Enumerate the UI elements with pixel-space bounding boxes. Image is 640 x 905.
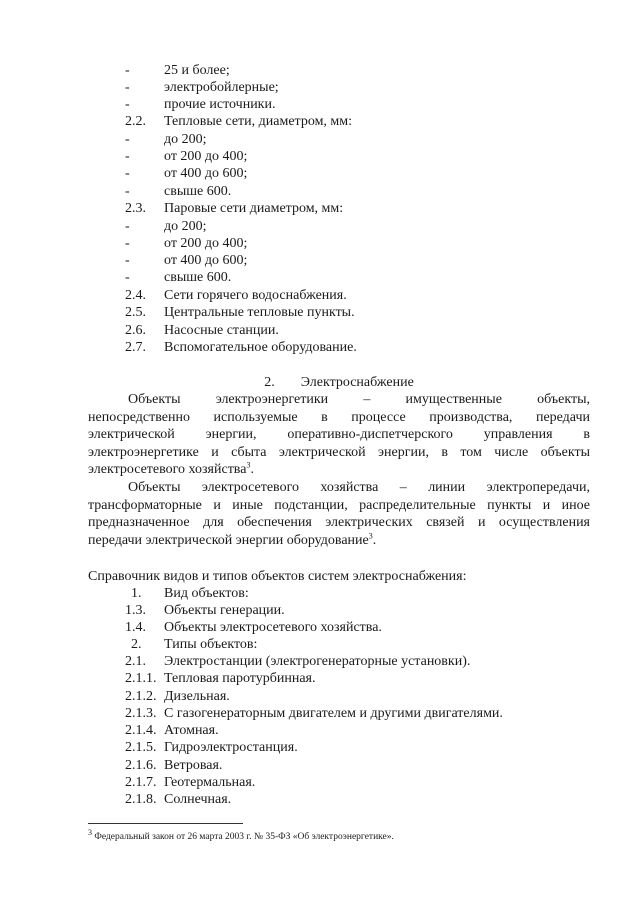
footnote-reference[interactable]: 3 [246, 460, 251, 470]
list-marker: 2.1.4. [125, 723, 157, 738]
list-marker: - [125, 236, 130, 251]
list-item-text: Тепловая паротурбинная. [164, 671, 316, 686]
list-marker: 2.3. [125, 201, 146, 216]
list-item-text: Электростанции (электрогенераторные установки). [164, 654, 471, 669]
paragraph-line: предназначенное для обеспечения электрических связей и осуществления [88, 515, 590, 530]
list-item-text: свыше 600. [164, 184, 232, 199]
list-item-text: свыше 600. [164, 270, 232, 285]
footnote-reference[interactable]: 3 [368, 530, 373, 540]
list-item-text: электробойлерные; [164, 80, 279, 95]
paragraph-line [88, 461, 590, 479]
list-item-text: 25 и более; [164, 63, 230, 78]
section-number: 2. [264, 375, 275, 390]
list-marker: 2.1. [125, 654, 146, 669]
footnote-mark: 3 [88, 827, 92, 837]
list-marker: 2.4. [125, 288, 146, 303]
list-item-text: от 200 до 400; [164, 149, 248, 164]
list-marker: - [125, 80, 130, 95]
list-item-text: Дизельная. [164, 689, 230, 704]
list-marker: - [125, 270, 130, 285]
list-marker: 2.1.2. [125, 689, 157, 704]
list-marker: - [125, 219, 130, 234]
paragraph-line: электроэнергетике и сбыта электрической энергии, в том числе объекты [88, 444, 590, 460]
paragraph-definition-grid-objects [88, 479, 590, 549]
paragraph-line: электрической энергии, оперативно-диспетчерского управления в [88, 427, 590, 442]
list-item-text: Центральные тепловые пункты. [164, 305, 355, 320]
list-item-text: до 200; [164, 132, 207, 147]
list-marker: 2. [131, 637, 142, 652]
paragraph-line: непосредственно используемые в процессе производства, передачи [88, 409, 590, 425]
list-marker: 2.1.8. [125, 792, 157, 807]
paragraph-line-text: передачи электрической энергии оборудование [88, 532, 369, 548]
list-marker: 2.1.7. [125, 775, 157, 790]
list-marker: 2.2. [125, 114, 146, 129]
list-marker: 2.5. [125, 305, 146, 320]
list-item-text: Вспомогательное оборудование. [164, 340, 357, 355]
footnote-divider [88, 823, 243, 824]
list-marker: 2.6. [125, 323, 146, 338]
list-marker: 2.1.1. [125, 671, 157, 686]
list-marker: - [125, 132, 130, 147]
list-item-text: Насосные станции. [164, 323, 279, 338]
list-item-text: Тепловые сети, диаметром, мм: [164, 114, 353, 129]
list-item-text: прочие источники. [164, 97, 276, 112]
list-item-text: Объекты генерации. [164, 603, 285, 618]
paragraph-line: Объекты электроэнергетики – имущественные объекты, [128, 392, 590, 407]
paragraph-line: трансформаторные и иные подстанции, распределительные пункты и иное [88, 497, 590, 513]
section-heading [88, 374, 590, 391]
list-marker: 1.3. [125, 603, 146, 618]
directory-title: Справочник видов и типов объектов систем электроснабжения: [88, 569, 467, 584]
list-item-text: Атомная. [164, 723, 219, 738]
list-marker: 2.7. [125, 340, 146, 355]
list-marker: 2.1.5. [125, 740, 157, 755]
list-item-text: от 200 до 400; [164, 236, 248, 251]
list-item-text: до 200; [164, 219, 207, 234]
footnote [88, 827, 394, 843]
list-marker: - [125, 184, 130, 199]
list-item-text: Типы объектов: [164, 637, 258, 652]
list-item-text: Ветровая. [164, 758, 223, 773]
list-item-text: Солнечная. [164, 792, 232, 807]
paragraph-line: Объекты электросетевого хозяйства – линии электропередачи, [128, 480, 590, 495]
section-title: Электроснабжение [300, 375, 414, 390]
list-marker: - [125, 63, 130, 78]
paragraph-line-end: . [250, 462, 254, 477]
list-marker: 1.4. [125, 620, 146, 635]
list-marker: - [125, 97, 130, 112]
list-marker: 2.1.3. [125, 706, 157, 721]
list-item-text: Сети горячего водоснабжения. [164, 288, 347, 303]
paragraph-definition-electric-objects [88, 391, 590, 479]
list-item-text: Геотермальная. [164, 775, 256, 790]
list-marker: 2.1.6. [125, 758, 157, 773]
list-marker: - [125, 166, 130, 181]
list-marker: - [125, 253, 130, 268]
list-item-text: С газогенераторным двигателем и другими двигателями. [164, 706, 503, 721]
list-item-text: Объекты электросетевого хозяйства. [164, 620, 382, 635]
list-marker: - [125, 149, 130, 164]
list-item-text: Паровые сети диаметром, мм: [164, 201, 344, 216]
list-item-text: от 400 до 600; [164, 166, 248, 181]
list-item-text: от 400 до 600; [164, 253, 248, 268]
list-item-text: Вид объектов: [164, 586, 249, 601]
footnote-text: Федеральный закон от 26 марта 2003 г. № 35-ФЗ «Об электроэнергетике». [94, 832, 394, 842]
paragraph-line-text: электросетевого хозяйства [88, 462, 247, 477]
list-item-text: Гидроэлектростанция. [164, 740, 298, 755]
paragraph-line [88, 532, 590, 550]
list-marker: 1. [131, 586, 142, 601]
paragraph-line-end: . [372, 532, 377, 548]
